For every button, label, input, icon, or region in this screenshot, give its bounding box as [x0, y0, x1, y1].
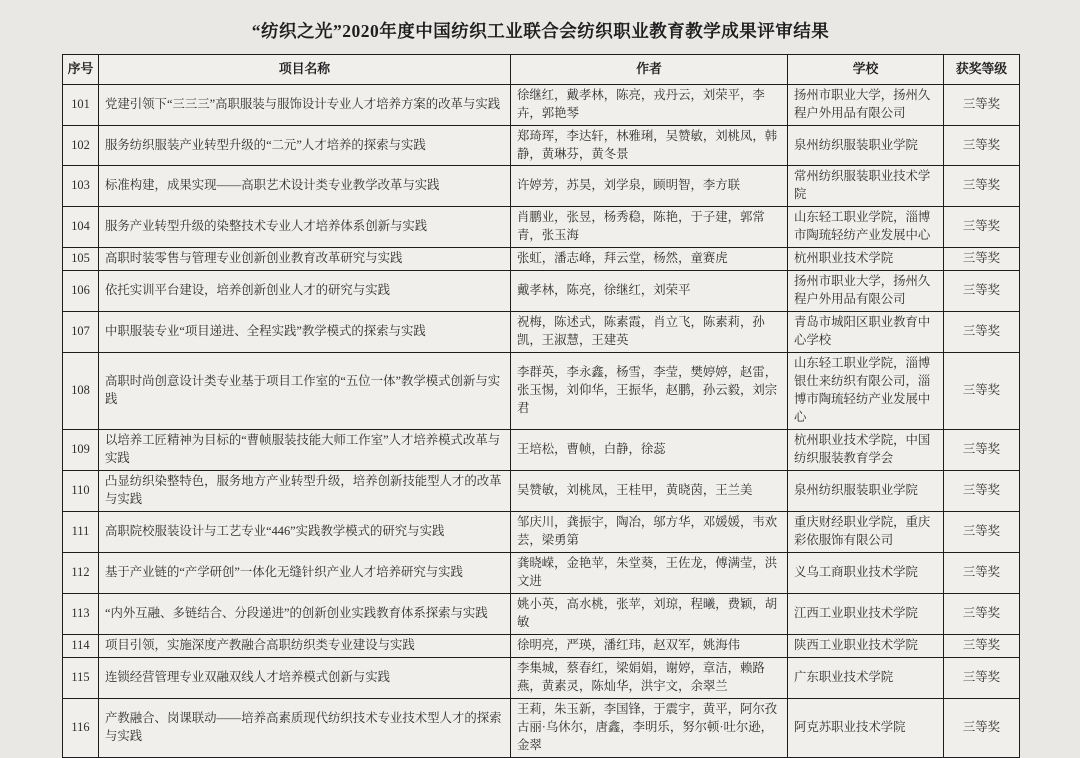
table-row: [63, 84, 1020, 125]
row-authors: 姚小英，高水桃，张苹，刘琼，程曦，费颖，胡敏: [511, 594, 788, 635]
row-authors: 戴孝林，陈亮，徐继红，刘荣平: [511, 271, 788, 312]
row-number: 107: [63, 312, 99, 353]
header-school: 学校: [788, 55, 944, 85]
row-school: 江西工业职业技术学院: [788, 594, 944, 635]
row-number: 105: [63, 248, 99, 271]
row-number: 103: [63, 166, 99, 207]
row-school: 扬州市职业大学，扬州久程户外用品有限公司: [788, 84, 944, 125]
row-award: 三等奖: [944, 553, 1020, 594]
row-authors: 李集城，蔡春红，梁娟娟，谢婷，章洁，赖路燕，黄素灵，陈灿华，洪宇文，余翠兰: [511, 658, 788, 699]
table-row: [63, 512, 1020, 553]
table-row: [63, 635, 1020, 658]
table-row: [63, 353, 1020, 430]
row-authors: 张虹，潘志峰，拜云堂，杨然，童赛虎: [511, 248, 788, 271]
header-authors: 作者: [511, 55, 788, 85]
row-project: 服务纺织服装产业转型升级的“二元”人才培养的探索与实践: [99, 125, 511, 166]
row-award: 三等奖: [944, 84, 1020, 125]
row-school: 义乌工商职业技术学院: [788, 553, 944, 594]
table-row: [63, 125, 1020, 166]
row-award: 三等奖: [944, 125, 1020, 166]
row-school: 广东职业技术学院: [788, 658, 944, 699]
row-project: “内外互融、多链结合、分段递进”的创新创业实践教育体系探索与实践: [99, 594, 511, 635]
row-school: 常州纺织服装职业技术学院: [788, 166, 944, 207]
row-project: 服务产业转型升级的染整技术专业人才培养体系创新与实践: [99, 207, 511, 248]
row-number: 111: [63, 512, 99, 553]
table-row: [63, 594, 1020, 635]
row-number: 109: [63, 430, 99, 471]
row-authors: 肖鹏业，张昱，杨秀稳，陈艳，于子建，郭常青，张玉海: [511, 207, 788, 248]
row-award: 三等奖: [944, 699, 1020, 758]
header-award: 获奖等级: [944, 55, 1020, 85]
row-number: 113: [63, 594, 99, 635]
table-row: [63, 471, 1020, 512]
row-award: 三等奖: [944, 658, 1020, 699]
row-award: 三等奖: [944, 353, 1020, 430]
row-school: 杭州职业技术学院，中国纺织服装教育学会: [788, 430, 944, 471]
row-school: 山东轻工职业学院，淄博银仕来纺织有限公司，淄博市陶琉轻纺产业发展中心: [788, 353, 944, 430]
row-project: 凸显纺织染整特色，服务地方产业转型升级，培养创新技能型人才的改革与实践: [99, 471, 511, 512]
row-award: 三等奖: [944, 248, 1020, 271]
row-number: 104: [63, 207, 99, 248]
row-school: 阿克苏职业技术学院: [788, 699, 944, 758]
row-number: 115: [63, 658, 99, 699]
row-authors: 王莉，朱玉新，李国锋，于震宇，黄平，阿尔孜古丽·乌休尔，唐鑫，李明乐，努尔顿·吐尔逊，金翠: [511, 699, 788, 758]
row-school: 青岛市城阳区职业教育中心学校: [788, 312, 944, 353]
row-school: 陕西工业职业技术学院: [788, 635, 944, 658]
row-project: 项目引领，实施深度产教融合高职纺织类专业建设与实践: [99, 635, 511, 658]
row-project: 高职时装零售与管理专业创新创业教育改革研究与实践: [99, 248, 511, 271]
row-award: 三等奖: [944, 430, 1020, 471]
row-award: 三等奖: [944, 271, 1020, 312]
row-project: 产教融合、岗课联动——培养高素质现代纺织技术专业技术型人才的探索与实践: [99, 699, 511, 758]
row-school: 杭州职业技术学院: [788, 248, 944, 271]
row-award: 三等奖: [944, 512, 1020, 553]
row-authors: 邹庆川，龚振宇，陶冶，邬方华，邓媛媛，韦欢芸，梁勇第: [511, 512, 788, 553]
row-authors: 徐明亮，严瑛，潘红玮，赵双军，姚海伟: [511, 635, 788, 658]
row-authors: 吴赞敏，刘桃凤，王桂甲，黄晓茵，王兰美: [511, 471, 788, 512]
table-row: [63, 553, 1020, 594]
row-school: 泉州纺织服装职业学院: [788, 125, 944, 166]
row-project: 高职院校服装设计与工艺专业“446”实践教学模式的研究与实践: [99, 512, 511, 553]
row-number: 102: [63, 125, 99, 166]
row-award: 三等奖: [944, 635, 1020, 658]
row-number: 108: [63, 353, 99, 430]
row-number: 114: [63, 635, 99, 658]
table-row: [63, 248, 1020, 271]
row-project: 基于产业链的“产学研创”一体化无缝针织产业人才培养研究与实践: [99, 553, 511, 594]
row-authors: 郑琦珲，李达轩，林雅琍，吴赞敏，刘桃凤，韩静，黄琳芬，黄冬景: [511, 125, 788, 166]
row-authors: 王培松，曹帧，白静，徐蕊: [511, 430, 788, 471]
row-award: 三等奖: [944, 166, 1020, 207]
table-row: [63, 312, 1020, 353]
row-number: 106: [63, 271, 99, 312]
row-project: 党建引领下“三三三”高职服装与服饰设计专业人才培养方案的改革与实践: [99, 84, 511, 125]
row-project: 依托实训平台建设，培养创新创业人才的研究与实践: [99, 271, 511, 312]
row-authors: 祝梅，陈述式，陈素霞，肖立飞，陈素莉，孙凯，王淑慧，王建英: [511, 312, 788, 353]
row-number: 110: [63, 471, 99, 512]
row-project: 高职时尚创意设计类专业基于项目工作室的“五位一体”教学模式创新与实践: [99, 353, 511, 430]
row-project: 连锁经营管理专业双融双线人才培养模式创新与实践: [99, 658, 511, 699]
row-project: 标准构建，成果实现——高职艺术设计类专业教学改革与实践: [99, 166, 511, 207]
row-award: 三等奖: [944, 594, 1020, 635]
row-number: 112: [63, 553, 99, 594]
row-award: 三等奖: [944, 312, 1020, 353]
header-project: 项目名称: [99, 55, 511, 85]
row-project: 中职服装专业“项目递进、全程实践”教学模式的探索与实践: [99, 312, 511, 353]
row-number: 101: [63, 84, 99, 125]
row-project: 以培养工匠精神为目标的“曹帧服装技能大师工作室”人才培养模式改革与实践: [99, 430, 511, 471]
table-row: [63, 207, 1020, 248]
row-school: 扬州市职业大学，扬州久程户外用品有限公司: [788, 271, 944, 312]
header-no: 序号: [63, 55, 99, 85]
row-authors: 许婷芳，苏昊，刘学泉，顾明智，李方联: [511, 166, 788, 207]
table-row: [63, 271, 1020, 312]
table-header-row: [63, 55, 1020, 85]
table-row: [63, 166, 1020, 207]
row-award: 三等奖: [944, 207, 1020, 248]
results-table: [62, 54, 1020, 758]
row-award: 三等奖: [944, 471, 1020, 512]
row-school: 泉州纺织服装职业学院: [788, 471, 944, 512]
row-authors: 李群英，李永鑫，杨雪，李莹，樊婷婷，赵雷，张玉惕，刘仰华，王振华，赵鹏，孙云毅，刘宗君: [511, 353, 788, 430]
table-row: [63, 658, 1020, 699]
row-authors: 龚晓嵘，金艳苹，朱堂葵，王佐龙，傅满莹，洪文进: [511, 553, 788, 594]
row-school: 重庆财经职业学院，重庆彩依服饰有限公司: [788, 512, 944, 553]
row-number: 116: [63, 699, 99, 758]
table-row: [63, 699, 1020, 758]
row-authors: 徐继红，戴孝林，陈亮，戎丹云，刘荣平，李卉，郭艳琴: [511, 84, 788, 125]
row-school: 山东轻工职业学院，淄博市陶琉轻纺产业发展中心: [788, 207, 944, 248]
table-row: [63, 430, 1020, 471]
page-title: “纺织之光”2020年度中国纺织工业联合会纺织职业教育教学成果评审结果: [251, 21, 830, 41]
